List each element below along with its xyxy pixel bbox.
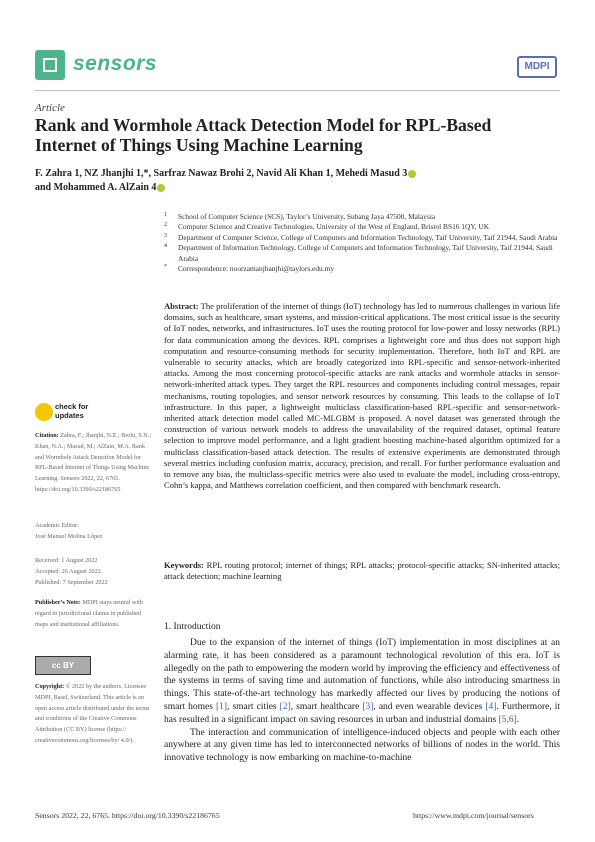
affiliation-item: 4 Department of Information Technology, College of Computers and Information Technology, Taif University, Taif 21944, Saudi Arabia bbox=[164, 243, 553, 263]
section-heading: 1. Introduction bbox=[164, 622, 221, 632]
authors-line-2: and Mohammed A. AlZain 4 bbox=[35, 182, 157, 193]
publisher-logo: MDPI bbox=[517, 56, 557, 78]
keywords bbox=[164, 560, 560, 582]
received-date: Received: 1 August 2022 bbox=[35, 557, 98, 564]
journal-name: sensors bbox=[73, 52, 158, 75]
academic-editor: Academic Editor: José Manuel Molina López bbox=[35, 522, 103, 540]
affiliation-item: 3 Department of Computer Science, College of Computers and Information Technology, Taif University, Taif 21944, Saudi Arabia bbox=[164, 232, 558, 242]
keywords-text: RPL routing protocol; internet of things; RPL attacks; protocol-specific attacks; SN-inherited attacks; attack detection; machine learning bbox=[164, 560, 560, 582]
citation-link[interactable]: [3] bbox=[362, 701, 374, 712]
orcid-icon[interactable] bbox=[408, 170, 416, 178]
dates bbox=[35, 556, 155, 588]
paragraph: The interaction and communication of intelligence-induced objects and people with each other anywhere at any given time has led to interconnected networks of billions of nodes in the world. This innovative technology is now embarking on machine-to-machine bbox=[164, 727, 560, 764]
paragraph: Due to the expansion of the internet of things (IoT) implementation in most disciplines at an alarming rate, it has been considered as a paramount technological revolution of this era. IoT is allegedly on the path to empowering the modern world by improving the efficiency and effectiveness of the systems in terms of saving time and automation of functions, while also introducing smartness in things. This state-of-the-art technology has markedly affected our lives by producing the notions of smart homes [1], smart cities [2], smart healthcare [3], and even wearable devices [4]. Furthermore, it has resulted in a significant impact on saving resources in urban and industrial domains [5,6]. bbox=[164, 638, 561, 725]
article-type: Article bbox=[35, 102, 65, 114]
introduction-body bbox=[164, 637, 560, 765]
publisher-note: Publisher’s Note: MDPI stays neutral with regard to jurisdictional claims in published maps and institutional affiliations. bbox=[35, 599, 143, 628]
orcid-icon[interactable] bbox=[157, 184, 165, 192]
accepted-date: Accepted: 26 August 2022 bbox=[35, 567, 101, 575]
affiliation-item: 1 School of Computer Science (SCS), Taylor’s University, Subang Jaya 47500, Malaysia bbox=[164, 212, 436, 221]
abstract-label: Abstract: bbox=[164, 301, 199, 311]
keywords-label: Keywords: bbox=[164, 560, 204, 570]
published-date: Published: 7 September 2022 bbox=[35, 578, 108, 586]
citation-link[interactable]: [2] bbox=[279, 701, 291, 712]
citation-link[interactable]: [5,6] bbox=[498, 714, 517, 725]
check-updates-icon bbox=[35, 403, 53, 421]
citation-link[interactable]: [4] bbox=[485, 701, 497, 712]
journal-logo-icon bbox=[35, 50, 65, 80]
correspondence: * Correspondence: noorzamanjhanjhi@taylors.edu.my bbox=[164, 264, 335, 274]
header-divider bbox=[35, 90, 560, 91]
abstract-text: The proliferation of the internet of things (IoT) technology has led to numerous challenges in various life domains, such as healthcare, smart systems, and mission-critical applications. The most critical issue is the security of IoT nodes, networks, and infrastructures. IoT uses the routing protocol for low-power and lossy networks (RPL) for data communication among the devices. RPL comprises a lightweight core and thus does not support high computation and resource-consuming methods for security implementation. Therefore, both IoT and RPL are vulnerable to security attacks, which are broadly categorized into RPL-specific and sensor-network-inherited attacks. Among the most concerning protocol-specific attacks are rank attacks and wormhole attacks in sensor-network-inherited attack types. They target the RPL resources and components including control messages, repair mechanisms, routing topologies, and sensor network resources by consuming. This leads to the collapse of IoT infrastructure. In this paper, a lightweight multiclass classification-based RPL-specific and sensor-network-inherited attack detection model called MC-MLGBM is proposed. A novel dataset was generated through the construction of various network models to address the unavailability of the required dataset, optimal feature selection to improve model performance, and a light gradient boosting machine-based algorithm optimized for a multiclass classification-based attack detection. The results of extensive experiments are demonstrated through several metrics including confusion matrix, accuracy, precision, and recall. For further performance evaluation and to remove any bias, the multiclass-specific metrics were also used to evaluate the model, including cross-entropy, Cohn’s kappa, and Matthews correlation coefficient, and then compared with benchmark research. bbox=[164, 301, 560, 491]
footer-journal-url[interactable]: https://www.mdpi.com/journal/sensors bbox=[413, 811, 534, 820]
article-title: Rank and Wormhole Attack Detection Model for RPL-Based Internet of Things Using Machine Learning bbox=[35, 115, 492, 155]
authors-line-1: F. Zahra 1, NZ Jhanjhi 1,*, Sarfraz Nawaz Brohi 2, Navid Ali Khan 1, Mehedi Masud 3 bbox=[35, 168, 408, 179]
affiliation-item: 2 Computer Science and Creative Technologies, University of the West of England, Bristol BS16 1QY, UK bbox=[164, 222, 490, 232]
cc-license-icon[interactable]: cc BY bbox=[35, 656, 91, 675]
citation-link[interactable]: [1] bbox=[215, 701, 228, 712]
citation: Citation: Zahra, F.; Jhanjhi, N.Z.; Brohi, S.N.; Khan, N.A.; Masud, M.; AlZain, M.A. Rank and Wormhole Attack Detection Model for RPL-Based Internet of Things Using Machine Learning. Sensors 2022, 22, 6765. https://doi.org/10.3390/s22186765 bbox=[35, 432, 152, 493]
footer-citation[interactable]: Sensors 2022, 22, 6765. https://doi.org/10.3390/s22186765 bbox=[35, 811, 220, 820]
copyright: Copyright: © 2022 by the authors. Licensee MDPI, Basel, Switzerland. This article is an open access article distributed under the terms and conditions of the Creative Commons Attribution (CC BY) license (https:// creativecommons.org/licenses/by/ 4.0/). bbox=[35, 683, 150, 744]
affiliations bbox=[164, 212, 560, 274]
abstract bbox=[164, 301, 560, 491]
author-list bbox=[35, 167, 555, 195]
